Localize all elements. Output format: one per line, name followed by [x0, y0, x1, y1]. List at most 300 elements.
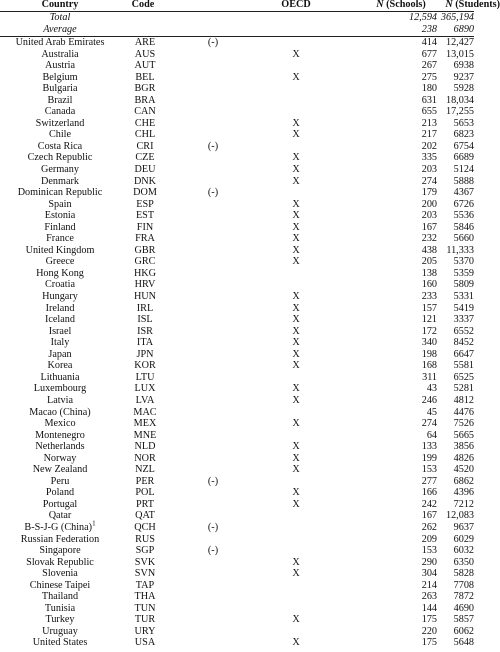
oecd-cell: X [292, 498, 300, 510]
schools-cell: 217 [421, 129, 437, 141]
country-cell: Netherlands [35, 441, 85, 453]
schools-cell: 220 [421, 625, 437, 637]
table-row [0, 407, 474, 419]
students-cell: 12,083 [445, 510, 474, 522]
code-cell: HRV [134, 279, 156, 291]
code-cell: JPN [136, 348, 154, 360]
oecd-cell: X [292, 256, 300, 268]
country-cell: Israel [48, 325, 72, 337]
country-cell: Portugal [42, 498, 78, 510]
students-cell: 4826 [453, 452, 474, 464]
table-row [0, 303, 474, 315]
code-cell: GRC [134, 256, 156, 268]
students-cell: 5581 [453, 360, 474, 372]
oecd-cell: X [292, 487, 300, 499]
students-cell: 7708 [453, 579, 474, 591]
schools-cell: 157 [421, 302, 437, 314]
code-cell: PRT [135, 498, 155, 510]
header-code: Code [131, 0, 155, 10]
students-cell: 8452 [453, 337, 474, 349]
table-row [0, 430, 474, 442]
oecd-cell: X [292, 614, 300, 626]
table-row [0, 222, 474, 234]
country-cell: Uruguay [42, 625, 78, 637]
code-cell: PER [135, 475, 155, 487]
table-body [0, 37, 474, 649]
code-cell: BRA [134, 94, 156, 106]
schools-cell: 214 [421, 579, 437, 591]
oecd-cell: X [292, 452, 300, 464]
code-cell: BGR [134, 83, 156, 95]
schools-cell: 199 [421, 452, 437, 464]
code-cell: SGP [135, 545, 155, 557]
code-cell: CRI [136, 140, 154, 152]
country-cell: Belgium [42, 71, 78, 83]
table-row [0, 268, 474, 280]
students-cell: 6029 [453, 533, 474, 545]
header-students [420, 0, 500, 9]
country-cell: Norway [43, 452, 77, 464]
table-row [0, 545, 474, 557]
schools-cell: 200 [421, 198, 437, 210]
oecd-cell: X [292, 164, 300, 176]
summary-row-average [0, 24, 474, 36]
table-row [0, 464, 474, 476]
country-cell: Bulgaria [42, 83, 78, 95]
table-row [0, 141, 474, 153]
schools-cell: 232 [421, 233, 437, 245]
code-cell: MNE [133, 429, 157, 441]
oecd-cell: X [292, 441, 300, 453]
oecd-cell: X [292, 464, 300, 476]
code-cell: MEX [133, 418, 157, 430]
code-cell: RUS [135, 533, 155, 545]
code-cell: TAP [135, 579, 155, 591]
students-cell: 6032 [453, 545, 474, 557]
country-cell: Macao (China) [29, 406, 91, 418]
students-cell: 6726 [453, 198, 474, 210]
country-cell: Chinese Taipei [29, 579, 91, 591]
schools-cell: 167 [421, 221, 437, 233]
students-cell: 4476 [453, 406, 474, 418]
code-cell: DOM [133, 187, 157, 199]
students-cell: 17,255 [445, 106, 474, 118]
code-cell: QCH [134, 521, 156, 533]
table-row [0, 580, 474, 592]
country-cell: Latvia [46, 394, 74, 406]
oecd-cell: X [292, 383, 300, 395]
students-cell: 4367 [453, 187, 474, 199]
schools-cell: 242 [421, 498, 437, 510]
schools-cell: 631 [421, 94, 437, 106]
schools-cell: 263 [421, 591, 437, 603]
oecd-cell: X [292, 175, 300, 187]
code-cell: CHE [134, 117, 156, 129]
students-cell: 4812 [453, 394, 474, 406]
students-cell: 9637 [453, 521, 474, 533]
schools-cell: 304 [421, 568, 437, 580]
table-row [0, 626, 474, 638]
table-row [0, 487, 474, 499]
summary-label: Average [43, 24, 77, 35]
header-students-n: N [445, 0, 453, 10]
code-cell: NZL [135, 464, 155, 476]
code-cell: FIN [136, 221, 154, 233]
code-cell: USA [134, 637, 156, 649]
code-cell: DEU [134, 164, 156, 176]
table-row [0, 453, 474, 465]
code-cell: SVK [134, 556, 156, 568]
country-cell [0, 519, 120, 534]
country-name: B-S-J-G (China) [24, 521, 93, 533]
country-cell: Denmark [41, 175, 79, 187]
table-row [0, 499, 474, 511]
oecd-cell: X [292, 337, 300, 349]
students-cell: 5648 [453, 637, 474, 649]
students-cell: 5809 [453, 279, 474, 291]
schools-cell: 133 [421, 441, 437, 453]
students-cell: 6062 [453, 625, 474, 637]
table-row [0, 519, 474, 534]
summary-students: 6890 [453, 24, 474, 35]
students-cell: 6552 [453, 325, 474, 337]
oecd-cell: X [292, 48, 300, 60]
schools-cell: 153 [421, 545, 437, 557]
country-cell: Peru [50, 475, 70, 487]
code-cell: NOR [134, 452, 156, 464]
country-cell: Chile [48, 129, 72, 141]
students-cell: 5281 [453, 383, 474, 395]
table-row [0, 152, 474, 164]
students-cell: 7872 [453, 591, 474, 603]
code-cell: AUS [134, 48, 156, 60]
flag-cell: (-) [207, 475, 219, 487]
students-cell: 6647 [453, 348, 474, 360]
table-row [0, 637, 474, 649]
country-cell: Poland [45, 487, 75, 499]
table-row [0, 176, 474, 188]
table-row [0, 326, 474, 338]
schools-cell: 202 [421, 140, 437, 152]
students-cell: 3337 [453, 314, 474, 326]
table-row [0, 199, 474, 211]
schools-cell: 179 [421, 187, 437, 199]
students-cell: 6689 [453, 152, 474, 164]
country-cell: New Zealand [32, 464, 88, 476]
students-cell: 4396 [453, 487, 474, 499]
header-oecd: OECD [281, 0, 311, 10]
country-cell: Russian Federation [20, 533, 100, 545]
schools-cell: 175 [421, 614, 437, 626]
country-cell: Finland [44, 221, 76, 233]
students-cell: 4690 [453, 602, 474, 614]
code-cell: GBR [134, 244, 156, 256]
oecd-cell: X [292, 117, 300, 129]
country-cell: Lithuania [40, 371, 80, 383]
code-cell: NLD [134, 441, 156, 453]
code-cell: THA [134, 591, 156, 603]
students-cell: 3856 [453, 441, 474, 453]
oecd-cell: X [292, 129, 300, 141]
summary-schools: 12,594 [408, 12, 437, 23]
country-cell: Hong Kong [36, 267, 84, 279]
schools-cell: 677 [421, 48, 437, 60]
country-cell: Luxembourg [33, 383, 87, 395]
country-cell: Singapore [39, 545, 81, 557]
students-cell: 5359 [453, 267, 474, 279]
table-row [0, 360, 474, 372]
schools-cell: 43 [426, 383, 437, 395]
table-row [0, 349, 474, 361]
schools-cell: 203 [421, 164, 437, 176]
header-students-label: (Students) [452, 0, 500, 10]
code-cell: TUR [134, 614, 156, 626]
students-cell: 5419 [453, 302, 474, 314]
schools-cell: 198 [421, 348, 437, 360]
students-cell: 6862 [453, 475, 474, 487]
oecd-cell: X [292, 221, 300, 233]
oecd-cell: X [292, 360, 300, 372]
schools-cell: 290 [421, 556, 437, 568]
table-row [0, 291, 474, 303]
summary-schools: 238 [421, 24, 437, 35]
table-row [0, 256, 474, 268]
summary-row-total [0, 12, 474, 24]
code-cell: HUN [133, 291, 157, 303]
country-cell: Canada [44, 106, 76, 118]
country-cell: Iceland [45, 314, 75, 326]
code-cell: SVN [134, 568, 156, 580]
table-header [0, 0, 500, 12]
oecd-cell: X [292, 418, 300, 430]
schools-cell: 277 [421, 475, 437, 487]
table-row [0, 337, 474, 349]
country-cell: Estonia [44, 210, 76, 222]
code-cell: DNK [133, 175, 157, 187]
oecd-cell: X [292, 198, 300, 210]
table-row [0, 118, 474, 130]
code-cell: ARE [134, 37, 156, 48]
flag-cell: (-) [207, 37, 219, 48]
students-cell: 5660 [453, 233, 474, 245]
schools-cell: 172 [421, 325, 437, 337]
code-cell: AUT [134, 60, 156, 72]
country-cell: Croatia [45, 279, 75, 291]
students-cell: 5828 [453, 568, 474, 580]
oecd-cell: X [292, 233, 300, 245]
country-cell: Hungary [42, 291, 78, 303]
country-cell: Italy [50, 337, 70, 349]
oecd-cell: X [292, 568, 300, 580]
code-cell: EST [135, 210, 155, 222]
schools-cell: 340 [421, 337, 437, 349]
oecd-cell: X [292, 394, 300, 406]
students-cell: 7212 [453, 498, 474, 510]
code-cell: ISL [137, 314, 153, 326]
country-cell: Turkey [45, 614, 75, 626]
schools-cell: 246 [421, 394, 437, 406]
table-row [0, 72, 474, 84]
schools-cell: 213 [421, 117, 437, 129]
students-cell: 6525 [453, 371, 474, 383]
table-row [0, 95, 474, 107]
code-cell: CZE [135, 152, 155, 164]
schools-cell: 233 [421, 291, 437, 303]
oecd-cell: X [292, 244, 300, 256]
oecd-cell: X [292, 325, 300, 337]
flag-cell: (-) [207, 521, 219, 533]
country-cell: Spain [48, 198, 72, 210]
country-cell: Slovenia [42, 568, 78, 580]
country-cell: United Kingdom [25, 244, 95, 256]
schools-cell: 203 [421, 210, 437, 222]
country-cell: Costa Rica [37, 140, 83, 152]
students-cell: 5665 [453, 429, 474, 441]
students-cell: 5370 [453, 256, 474, 268]
header-schools-n: N [376, 0, 384, 10]
students-cell: 5653 [453, 117, 474, 129]
students-cell: 6350 [453, 556, 474, 568]
students-cell: 9237 [453, 71, 474, 83]
country-cell: United Arab Emirates [15, 37, 105, 48]
schools-cell: 153 [421, 464, 437, 476]
table-row [0, 383, 474, 395]
table-row [0, 279, 474, 291]
schools-cell: 175 [421, 637, 437, 649]
oecd-cell: X [292, 637, 300, 649]
code-cell: HKG [133, 267, 157, 279]
code-cell: MAC [133, 406, 157, 418]
country-cell: United States [32, 637, 88, 649]
table-row [0, 49, 474, 61]
code-cell: TUN [134, 602, 156, 614]
oecd-cell: X [292, 152, 300, 164]
country-cell: Czech Republic [27, 152, 93, 164]
students-cell: 5928 [453, 83, 474, 95]
students-cell: 5857 [453, 614, 474, 626]
code-cell: LUX [134, 383, 156, 395]
table-row [0, 37, 474, 49]
table-row [0, 187, 474, 199]
schools-cell: 262 [421, 521, 437, 533]
code-cell: IRL [136, 302, 154, 314]
summary-students: 365,194 [440, 12, 474, 23]
footnote-marker: 1 [92, 519, 96, 528]
country-cell: Thailand [41, 591, 79, 603]
table-row [0, 106, 474, 118]
code-cell: FRA [135, 233, 155, 245]
table-row [0, 395, 474, 407]
table-row [0, 129, 474, 141]
students-cell: 4520 [453, 464, 474, 476]
schools-cell: 414 [421, 37, 437, 48]
schools-cell: 144 [421, 602, 437, 614]
schools-cell: 138 [421, 267, 437, 279]
table-row [0, 314, 474, 326]
table-row [0, 510, 474, 522]
country-cell: Korea [47, 360, 73, 372]
schools-cell: 45 [426, 406, 437, 418]
oecd-cell: X [292, 314, 300, 326]
code-cell: POL [135, 487, 155, 499]
schools-cell: 274 [421, 175, 437, 187]
code-cell: QAT [135, 510, 155, 522]
code-cell: ESP [136, 198, 154, 210]
table-row [0, 245, 474, 257]
code-cell: KOR [134, 360, 156, 372]
oecd-cell: X [292, 348, 300, 360]
country-cell: Germany [41, 164, 79, 176]
country-cell: Tunisia [44, 602, 76, 614]
table-row [0, 60, 474, 72]
table-row [0, 568, 474, 580]
header-schools-label: (Schools) [383, 0, 426, 10]
table-row [0, 441, 474, 453]
country-cell: Ireland [45, 302, 75, 314]
schools-cell: 160 [421, 279, 437, 291]
code-cell: LVA [135, 394, 155, 406]
schools-cell: 438 [421, 244, 437, 256]
students-cell: 11,333 [446, 244, 474, 256]
country-cell: Montenegro [35, 429, 85, 441]
country-cell: Australia [41, 48, 79, 60]
students-cell: 5536 [453, 210, 474, 222]
schools-cell: 167 [421, 510, 437, 522]
code-cell: CHL [134, 129, 156, 141]
table-row [0, 418, 474, 430]
code-cell: ITA [136, 337, 154, 349]
students-cell: 6754 [453, 140, 474, 152]
students-cell: 12,427 [445, 37, 474, 48]
country-cell: Brazil [47, 94, 73, 106]
students-cell: 5331 [453, 291, 474, 303]
students-cell: 5124 [453, 164, 474, 176]
students-cell: 5888 [453, 175, 474, 187]
code-cell: URY [134, 625, 156, 637]
schools-cell: 209 [421, 533, 437, 545]
schools-cell: 64 [426, 429, 437, 441]
country-cell: Qatar [48, 510, 72, 522]
country-cell: Austria [45, 60, 75, 72]
table-row [0, 534, 474, 546]
schools-cell: 274 [421, 418, 437, 430]
code-cell: LTU [135, 371, 155, 383]
header-country: Country [41, 0, 79, 10]
country-cell: Mexico [44, 418, 76, 430]
schools-cell: 267 [421, 60, 437, 72]
students-cell: 13,015 [445, 48, 474, 60]
table-row [0, 83, 474, 95]
table-row [0, 233, 474, 245]
code-cell: CAN [134, 106, 156, 118]
summary-label: Total [49, 12, 71, 23]
schools-cell: 335 [421, 152, 437, 164]
oecd-cell: X [292, 71, 300, 83]
students-cell: 5846 [453, 221, 474, 233]
table-row [0, 614, 474, 626]
oecd-cell: X [292, 291, 300, 303]
schools-cell: 166 [421, 487, 437, 499]
schools-cell: 180 [421, 83, 437, 95]
oecd-cell: X [292, 302, 300, 314]
schools-cell: 121 [421, 314, 437, 326]
students-cell: 6938 [453, 60, 474, 72]
oecd-cell: X [292, 210, 300, 222]
country-cell: Japan [48, 348, 72, 360]
table-row [0, 210, 474, 222]
country-cell: Dominican Republic [17, 187, 103, 199]
country-cell: Greece [45, 256, 75, 268]
